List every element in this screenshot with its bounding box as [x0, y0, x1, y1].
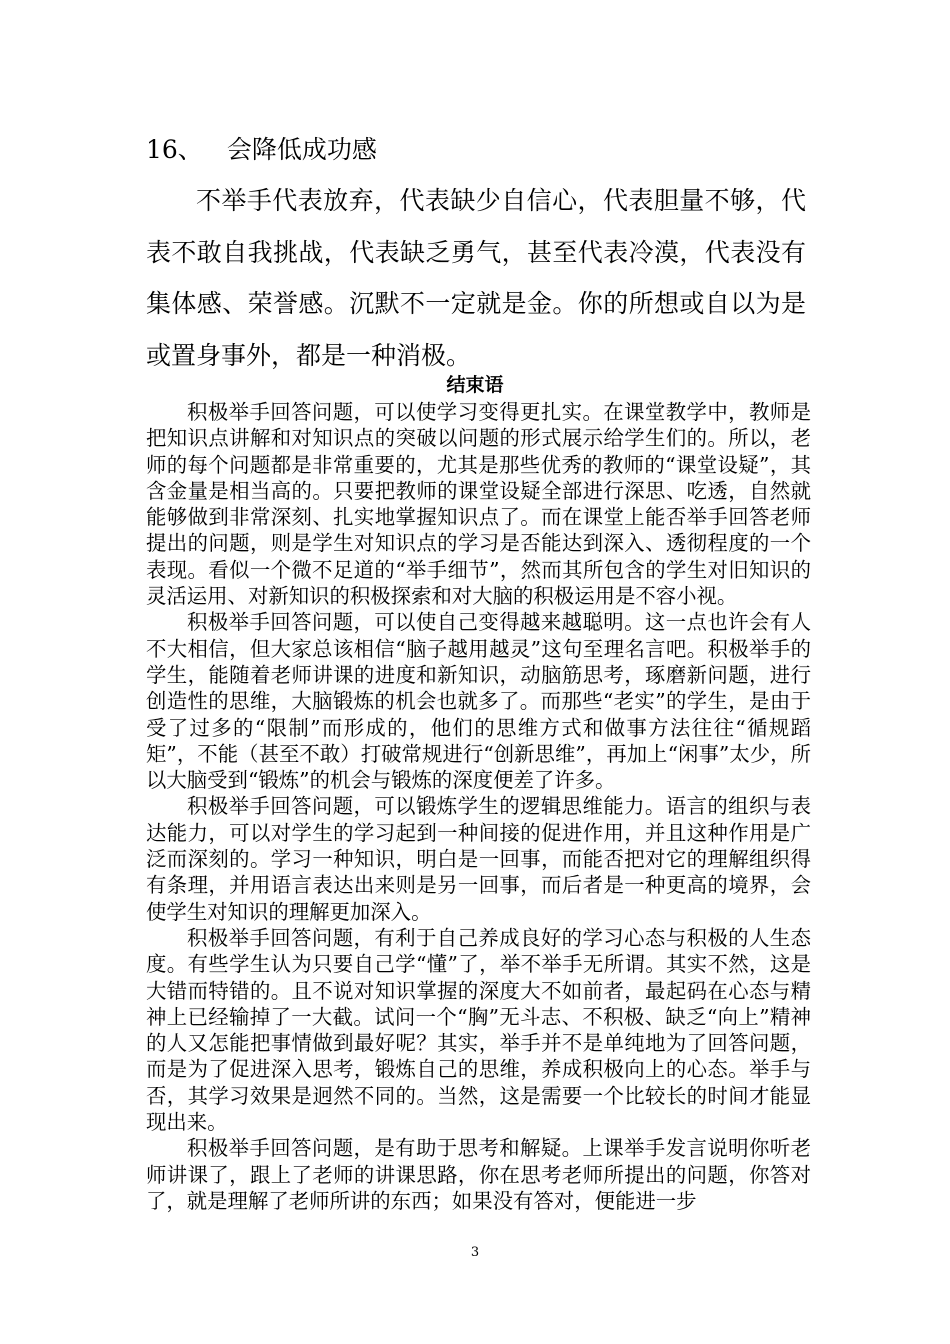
section-heading-16 [146, 133, 377, 167]
body-paragraph-5: 积极举手回答问题，是有助于思考和解疑。上课举手发言说明你听老师讲课了，跟上了老师的讲课思路，你在思考老师所提出的问题，你答对了，就是理解了老师所讲的东西；如果没有答对，便能进一步 [146, 1136, 811, 1213]
body-paragraph-3: 积极举手回答问题，可以锻炼学生的逻辑思维能力。语言的组织与表达能力，可以对学生的学习起到一种间接的促进作用，并且这种作用是广泛而深刻的。学习一种知识，明白是一回事，而能否把对它的理解组织得有条理，并用语言表达出来则是另一回事，而后者是一种更高的境界，会使学生对知识的理解更加深入。 [146, 794, 811, 924]
body-paragraph-1: 积极举手回答问题，可以使学习变得更扎实。在课堂教学中，教师是把知识点讲解和对知识点的突破以问题的形式展示给学生们的。所以，老师的每个问题都是非常重要的，尤其是那些优秀的教师的“课堂设疑”，其含金量是相当高的。只要把教师的课堂设疑全部进行深思、吃透，自然就能够做到非常深刻、扎实地掌握知识点了。而在课堂上能否举手回答老师提出的问题，则是学生对知识点的学习是否能达到深入、透彻程度的一个表现。看似一个微不足道的“举手细节”，然而其所包含的学生对旧知识的灵活运用、对新知识的积极探索和对大脑的积极运用是不容小视。 [146, 400, 811, 609]
heading-number: 16、 [146, 135, 203, 164]
section-title: 结束语 [446, 374, 504, 396]
intro-paragraph: 不举手代表放弃，代表缺少自信心，代表胆量不够，代表不敢自我挑战，代表缺乏勇气，甚至代表冷漠，代表没有集体感、荣誉感。沉默不一定就是金。你的所想或自以为是或置身事外，都是一种消极。 [146, 186, 806, 370]
body-paragraph-2: 积极举手回答问题，可以使自己变得越来越聪明。这一点也许会有人不大相信，但大家总该相信“脑子越用越灵”这句至理名言吧。积极举手的学生，能随着老师讲课的进度和新知识，动脑筋思考，琢磨新问题，进行创造性的思维，大脑锻炼的机会也就多了。而那些“老实”的学生，是由于受了过多的“限制”而形成的，他们的思维方式和做事方法往往“循规蹈矩”，不能（甚至不敢）打破常规进行“创新思维”，再加上“闲事”太少，所以大脑受到“锻炼”的机会与锻炼的深度便差了许多。 [146, 610, 811, 793]
body-paragraph-4: 积极举手回答问题，有利于自己养成良好的学习心态与积极的人生态度。有些学生认为只要自己学“懂”了，举不举手无所谓。其实不然，这是大错而特错的。且不说对知识掌握的深度大不如前者，最起码在心态与精神上已经输掉了一大截。试问一个“胸”无斗志、不积极、缺乏“向上”精神的人又怎能把事情做到最好呢？其实，举手并不是单纯地为了回答问题，而是为了促进深入思考，锻炼自己的思维，养成积极向上的心态。举手与否，其学习效果是迥然不同的。当然，这是需要一个比较长的时间才能显现出来。 [146, 925, 811, 1135]
body-text [146, 399, 811, 1214]
heading-title: 会降低成功感 [226, 135, 377, 164]
page-number: 3 [470, 1245, 480, 1260]
